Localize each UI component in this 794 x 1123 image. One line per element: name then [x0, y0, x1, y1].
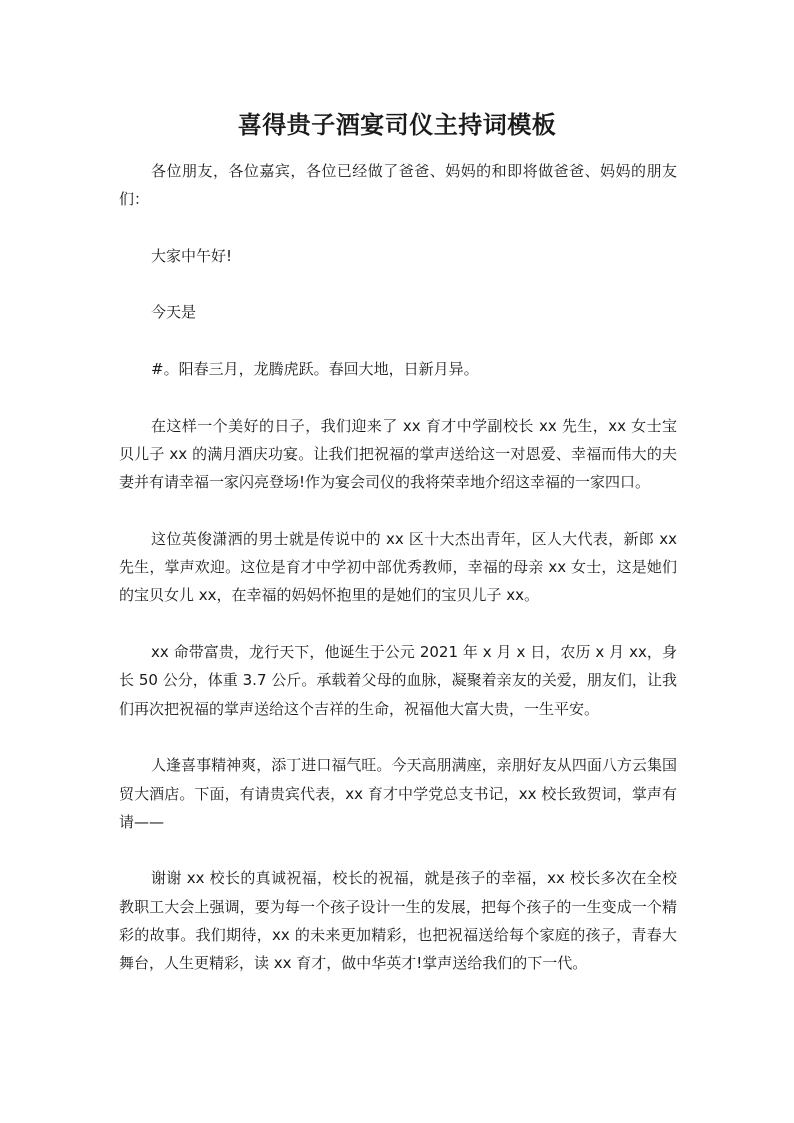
paragraph-spacer [119, 610, 677, 638]
paragraph-spacer [119, 327, 677, 355]
paragraph-spacer [119, 270, 677, 298]
paragraph-spacer [119, 214, 677, 242]
paragraph-greeting: 各位朋友，各位嘉宾，各位已经做了爸爸、妈妈的和即将做爸爸、妈妈的朋友们： [119, 162, 677, 209]
paragraph-good-afternoon: 大家中午好! [151, 246, 233, 265]
paragraph-baby-birth: xx 命带富贵，龙行天下，他诞生于公元 2021 年 x 月 x 日，农历 x 月 xx，身长 50 公分，体重 3.7 公斤。承载着父母的血脉，凝聚着亲友的关爱，朋友们，让我们再次把祝福的掌声送给这个吉祥的生命，祝福他大富大贵，一生平安。 [119, 643, 677, 718]
paragraph-family-intro: 这位英俊潇洒的男士就是传说中的 xx 区十大杰出青年，区人大代表，新郎 xx 先生，掌声欢迎。这位是育才中学初中部优秀教师，幸福的母亲 xx 女士，这是她们的宝贝女儿 xx，在幸福的妈妈怀抱里的是她们的宝贝儿子 xx。 [119, 529, 677, 605]
paragraph-banquet-intro: 在这样一个美好的日子，我们迎来了 xx 育才中学副校长 xx 先生，xx 女士宝贝儿子 xx 的满月酒庆功宴。让我们把祝福的掌声送给这一对恩爱、幸福而伟大的夫妻并有请幸福一家闪亮登场!作为宴会司仪的我将荣幸地介绍这幸福的一家四口。 [119, 416, 677, 492]
document-body [119, 157, 677, 978]
paragraph-spacer [119, 836, 677, 864]
document-title: 喜得贵子酒宴司仪主持词模板 [237, 111, 557, 139]
paragraph-spring: #。阳春三月，龙腾虎跃。春回大地，日新月异。 [151, 360, 479, 379]
paragraph-thanks: 谢谢 xx 校长的真诚祝福，校长的祝福，就是孩子的幸福，xx 校长多次在全校教职工大会上强调，要为每一个孩子设计一生的发展，把每个孩子的一生变成一个精彩的故事。我们期待，xx 的未来更加精彩，也把祝福送给每个家庭的孩子，青春大舞台，人生更精彩，读 xx 育才，做中华英才!掌声送给我们的下一代。 [119, 869, 677, 973]
paragraph-guest-speech: 人逢喜事精神爽，添丁进口福气旺。今天高朋满座，亲朋好友从四面八方云集国贸大酒店。下面，有请贵宾代表，xx 育才中学党总支书记，xx 校长致贺词，掌声有请—— [119, 756, 677, 831]
paragraph-today-is: 今天是 [151, 303, 197, 322]
paragraph-spacer [119, 383, 677, 411]
paragraph-spacer [119, 497, 677, 525]
paragraph-spacer [119, 723, 677, 751]
